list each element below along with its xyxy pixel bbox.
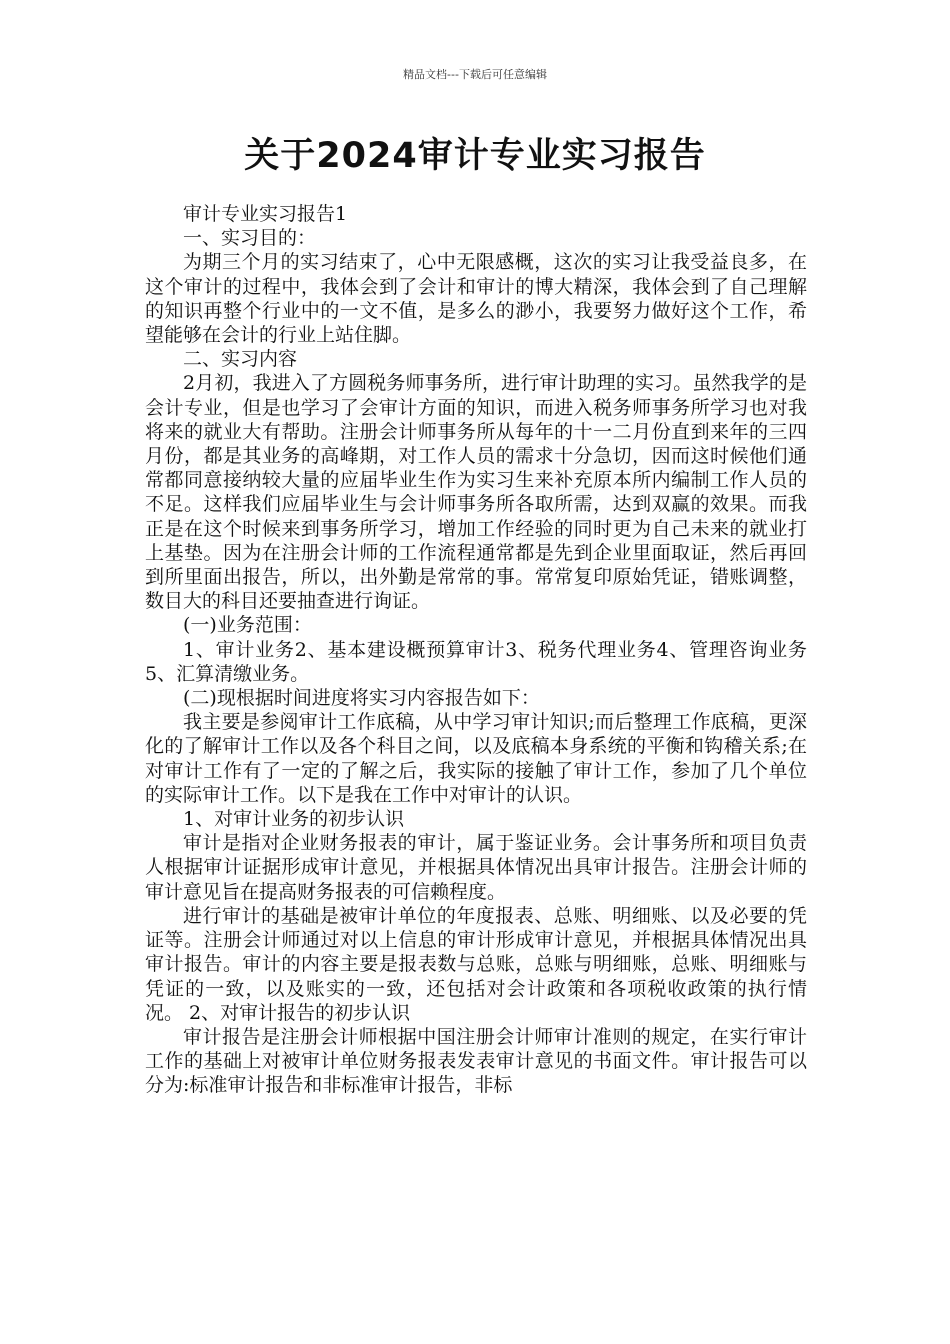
paragraph-report-heading: 审计专业实习报告1: [183, 203, 348, 225]
page-header-watermark: 精品文档---下载后可任意编辑: [403, 68, 547, 81]
paragraph-progress-body: 我主要是参阅审计工作底稿，从中学习审计知识;而后整理工作底稿，更深化的了解审计工作以及各个科目之间，以及底稿本身系统的平衡和钩稽关系;在对审计工作有了一定的了解之后，我实际的接触了审计工作，参加了几个单位的实际审计工作。以下是我在工作中对审计的认识。: [145, 711, 807, 806]
paragraph-purpose-body: 为期三个月的实习结束了，心中无限感概，这次的实习让我受益良多，在这个审计的过程中，我体会到了会计和审计的博大精深，我体会到了自己理解的知识再整个行业中的一文不值，是多么的渺小，我要努力做好这个工作，希望能够在会计的行业上站住脚。: [145, 251, 807, 347]
paragraph-business-scope-list: 1、审计业务2、基本建设概预算审计3、税务代理业务4、管理咨询业务 5、汇算清缴业务。: [145, 638, 807, 685]
paragraph-content-body: 2月初，我进入了方圆税务师事务所，进行审计助理的实习。虽然我学的是会计专业，但是也学习了会审计方面的知识，而进入税务师事务所学习也对我将来的就业大有帮助。注册会计师事务所从每年的十一二月份直到来年的三四月份，都是其业务的高峰期，对工作人员的需求十分急切，因而这时候他们通常都同意接纳较大量的应届毕业生作为实习生来补充原本所内编制工作人员的不足。这样我们应届毕业生与会计师事务所各取所需，达到双赢的效果。而我正是在这个时候来到事务所学习，增加工作经验的同时更为自己未来的就业打上基垫。因为在注册会计师的工作流程通常都是先到企业里面取证，然后再回到所里面出报告，所以，出外勤是常常的事。常常复印原始凭证，错账调整，数目大的科目还要抽查进行询证。: [145, 372, 807, 613]
document-body: [145, 202, 807, 1098]
document-title: 关于2024审计专业实习报告: [244, 136, 706, 176]
paragraph-audit-definition: 审计是指对企业财务报表的审计，属于鉴证业务。会计事务所和项目负责人根据审计证据形成审计意见，并根据具体情况出具审计报告。注册会计师的审计意见旨在提高财务报表的可信赖程度。: [145, 832, 807, 903]
paragraph-section-purpose: 一、实习目的：: [183, 227, 317, 250]
paragraph-section-content: 二、实习内容: [183, 348, 298, 371]
paragraph-progress-heading: (二)现根据时间进度将实习内容报告如下：: [183, 687, 540, 710]
paragraph-business-scope-heading: (一)业务范围：: [183, 614, 312, 637]
paragraph-audit-understanding-heading: 1、对审计业务的初步认识: [183, 808, 405, 831]
paragraph-audit-report: 审计报告是注册会计师根据中国注册会计师审计准则的规定，在实行审计工作的基础上对被审计单位财务报表发表审计意见的书面文件。审计报告可以分为:标准审计报告和非标准审计报告，非标: [145, 1025, 807, 1097]
paragraph-audit-basis: 进行审计的基础是被审计单位的年度报表、总账、明细账、以及必要的凭证等。注册会计师通过对以上信息的审计形成审计意见，并根据具体情况出具审计报告。审计的内容主要是报表数与总账，总账与明细账，总账、明细账与凭证的一致，以及账实的一致，还包括对会计政策和各项税收政策的执行情况。 2、对审计报告的初步认识: [145, 904, 807, 1024]
